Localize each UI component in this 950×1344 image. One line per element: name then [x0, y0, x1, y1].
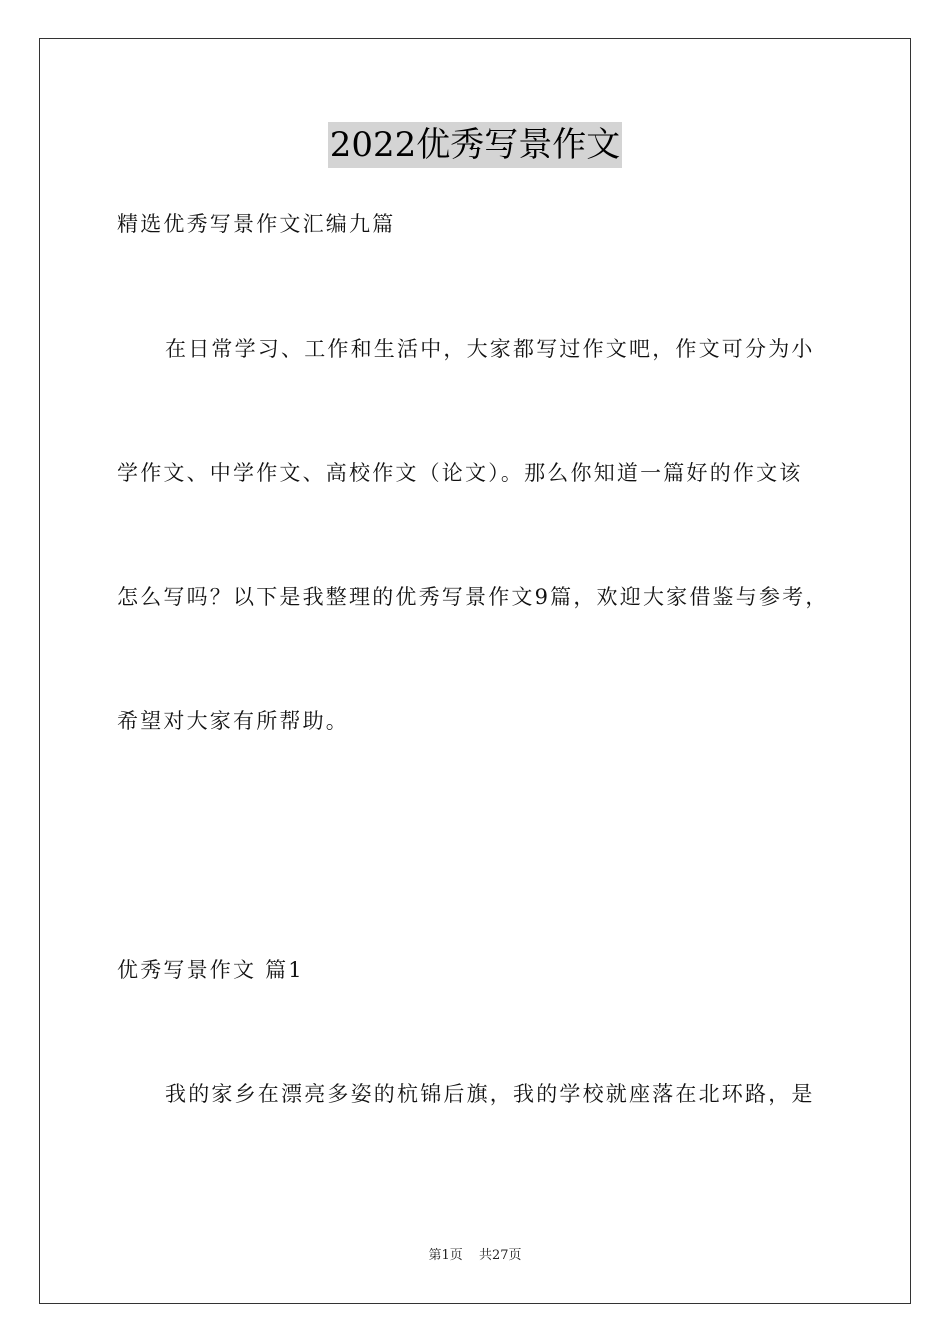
- document-title: 2022优秀写景作文: [328, 122, 623, 168]
- section-line-1: 我的家乡在漂亮多姿的杭锦后旗，我的学校就座落在北环路，是: [165, 1082, 815, 1106]
- intro-line-3: 怎么写吗？以下是我整理的优秀写景作文9篇，欢迎大家借鉴与参考，: [117, 585, 829, 609]
- page-number-total: 共27页: [478, 1248, 522, 1263]
- intro-line-2: 学作文、中学作文、高校作文（论文）。那么你知道一篇好的作文该: [117, 461, 803, 485]
- section-heading: 优秀写景作文 篇1: [117, 958, 304, 982]
- page-footer: [0, 1247, 950, 1265]
- document-subtitle: 精选优秀写景作文汇编九篇: [117, 212, 396, 236]
- document-title-block: [0, 122, 950, 168]
- intro-line-1: 在日常学习、工作和生活中，大家都写过作文吧，作文可分为小: [165, 337, 815, 361]
- page-number-current: 第1页: [428, 1248, 463, 1263]
- intro-line-4: 希望对大家有所帮助。: [117, 709, 349, 733]
